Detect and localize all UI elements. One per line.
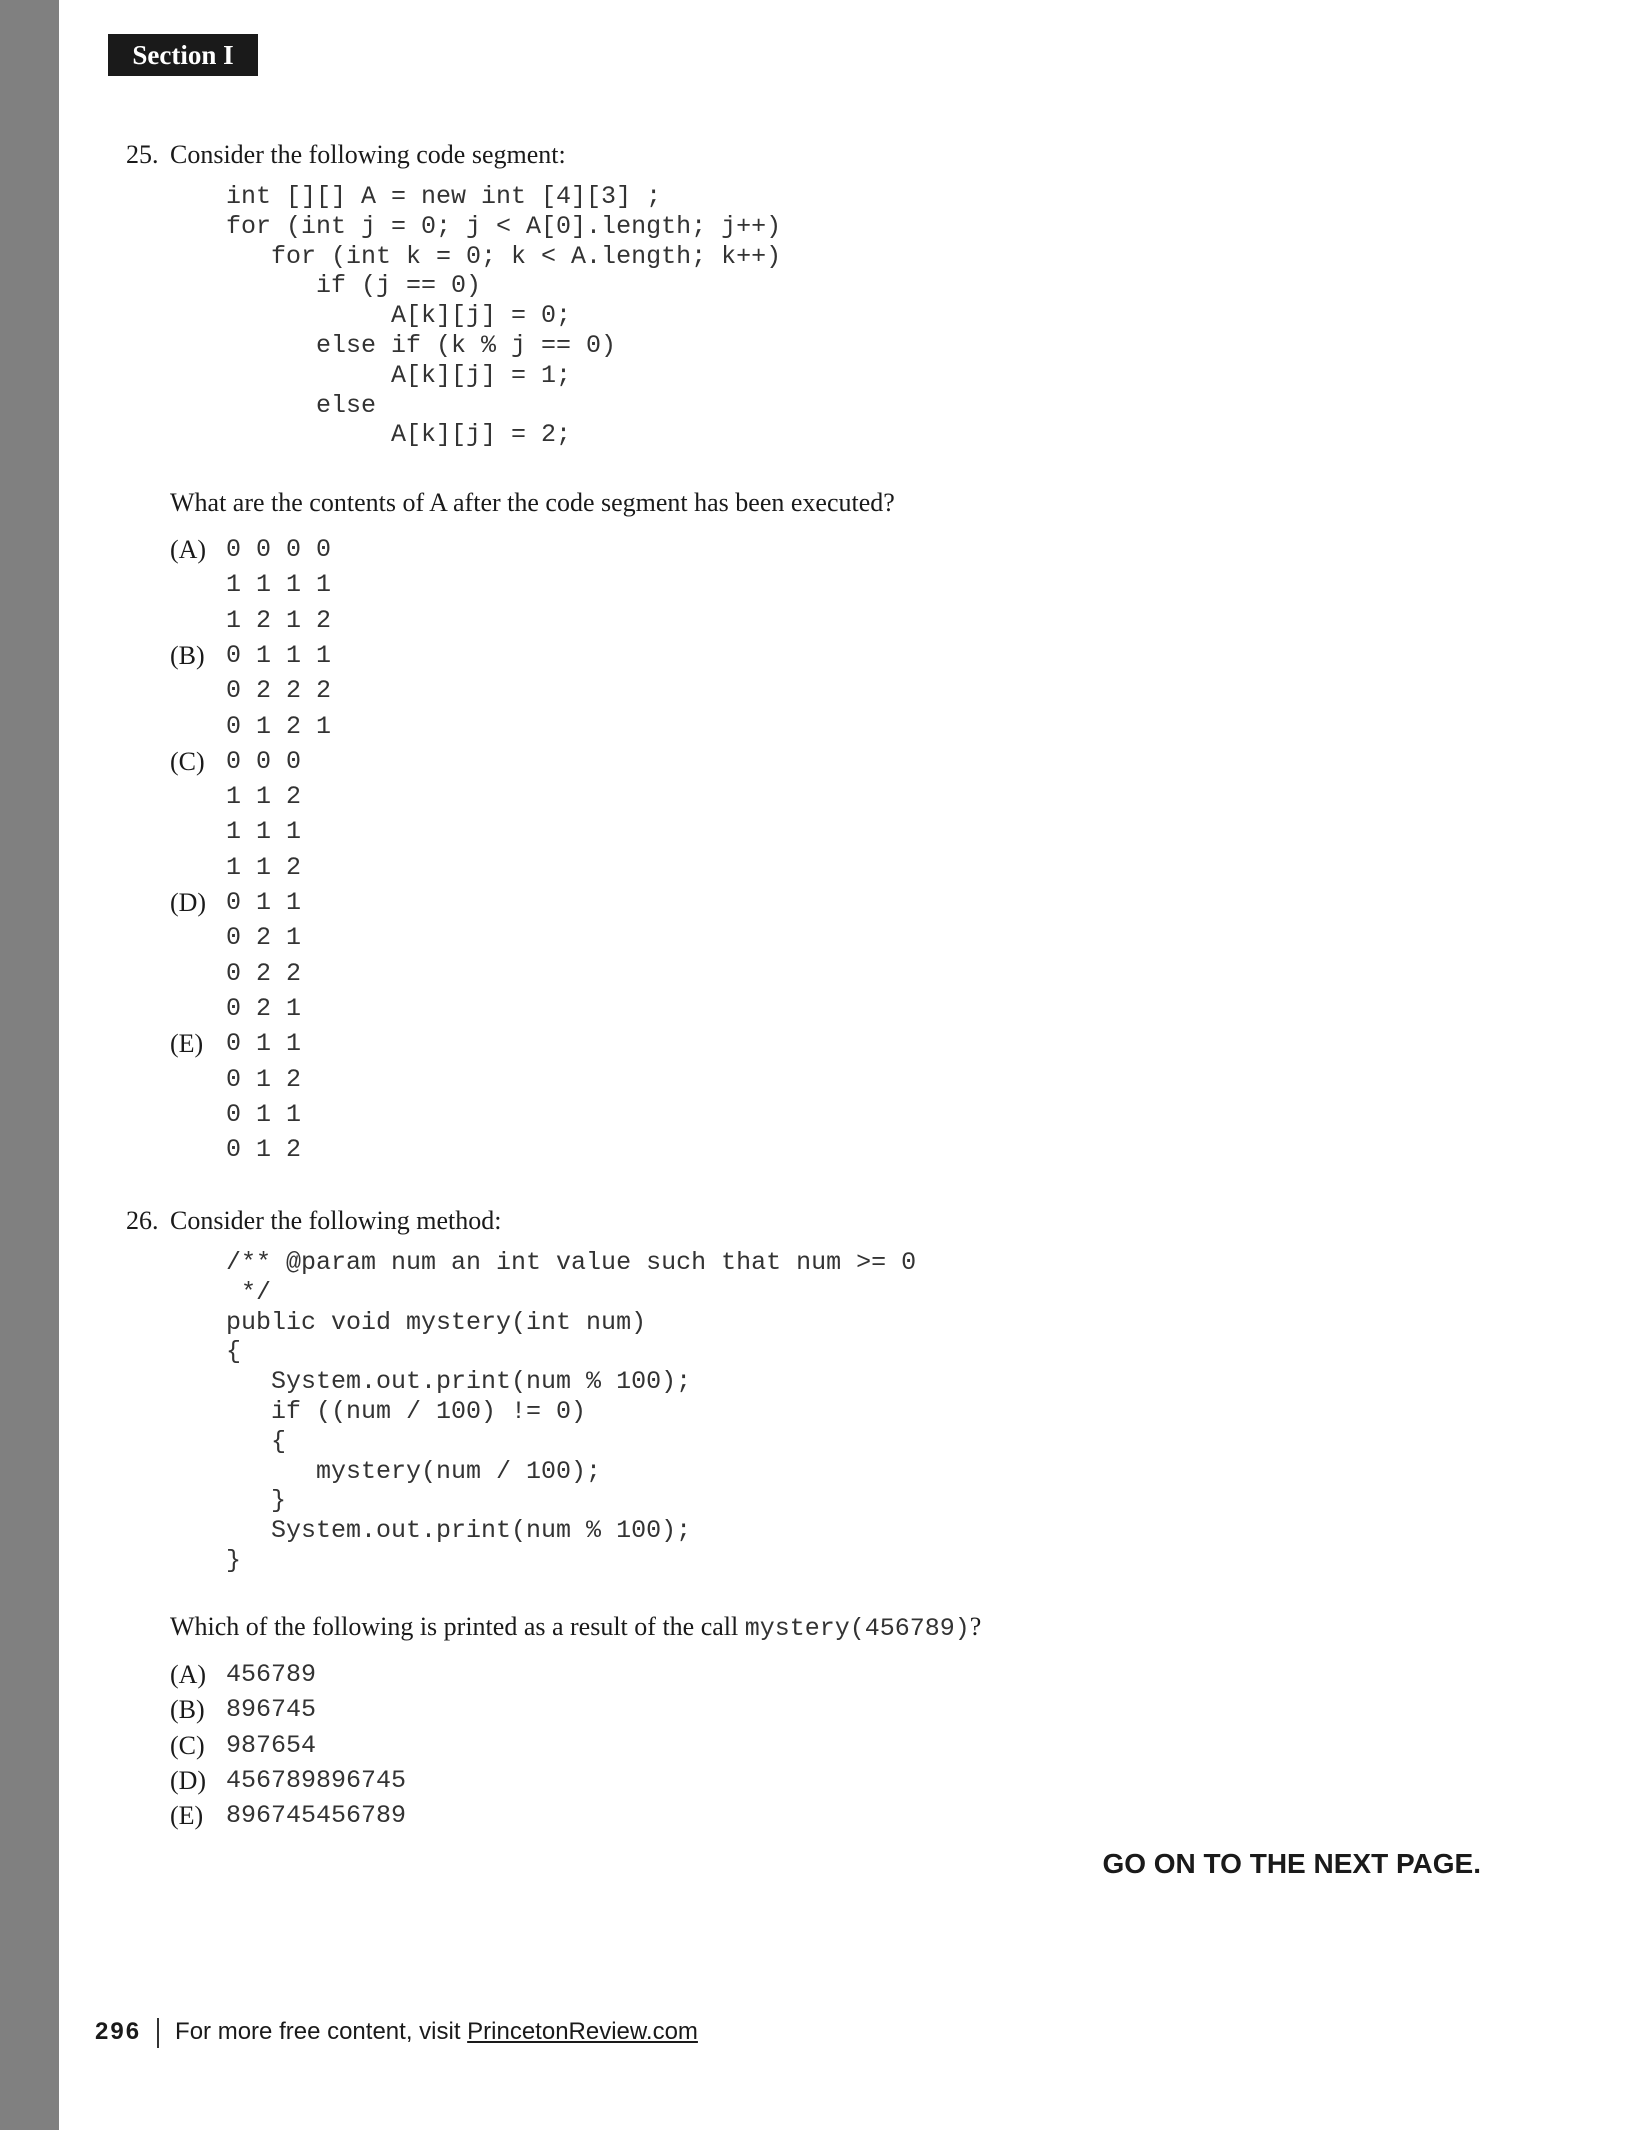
q25-matrix-row: 0 2 2 2 <box>226 676 332 706</box>
q25-matrix-row: 0 0 0 <box>226 746 302 776</box>
code-line: /** @param num an int value such that num >= 0 <box>226 1248 917 1277</box>
q25-matrix-row: 0 1 1 <box>226 888 302 917</box>
code-line: } <box>226 1545 242 1575</box>
q26-code-block <box>226 1248 916 1576</box>
code-line: { <box>226 1426 287 1456</box>
q25-prompt: Consider the following code segment: <box>170 140 566 169</box>
code-line: A[k][j] = 0; <box>226 301 572 331</box>
q25-matrix-row: 0 1 2 <box>226 1064 302 1094</box>
q26-choice-letter: (C) <box>170 1730 205 1760</box>
code-line: for (int j = 0; j < A[0].length; j++) <box>226 211 782 241</box>
footer <box>95 2016 698 2056</box>
q25-choice-letter: (B) <box>170 640 205 670</box>
code-line: else <box>226 390 377 420</box>
q26-choice-value: 896745456789 <box>226 1801 407 1831</box>
q25-choice-letter: (A) <box>170 535 207 564</box>
q26-choice-letter: (D) <box>170 1765 207 1795</box>
q25-number: 25. <box>126 140 159 169</box>
q25-choice-letter: (C) <box>170 746 205 776</box>
q26-question-suffix: ? <box>969 1612 982 1641</box>
code-line: for (int k = 0; k < A.length; k++) <box>226 241 782 271</box>
q25-matrix-row: 0 1 2 1 <box>226 711 332 741</box>
q26-choice-letter: (B) <box>170 1695 205 1725</box>
q25-matrix-row: 1 1 2 <box>226 852 302 882</box>
q26-prompt: Consider the following method: <box>170 1206 502 1235</box>
q26-choice-value: 896745 <box>226 1695 317 1725</box>
code-line: int [][] A = new int [4][3] ; <box>226 182 662 211</box>
q26-choice-value: 456789896745 <box>226 1765 407 1795</box>
q25-matrix-row: 1 2 1 2 <box>226 605 332 635</box>
q25-matrix-row: 0 1 1 <box>226 1099 302 1129</box>
code-line: */ <box>226 1277 272 1307</box>
code-line: System.out.print(num % 100); <box>226 1367 692 1397</box>
q25-choice-letter: (E) <box>170 1029 204 1059</box>
code-line: { <box>226 1337 242 1367</box>
side-bar <box>0 0 59 2130</box>
q25-choice-letter: (D) <box>170 888 207 917</box>
q26-question-prefix: Which of the following is printed as a result of the call <box>170 1612 739 1641</box>
section-label: Section I <box>108 34 258 76</box>
q25-matrix-row: 0 2 2 <box>226 958 302 988</box>
q26-choice-value: 987654 <box>226 1730 317 1760</box>
go-on-notice: GO ON TO THE NEXT PAGE. <box>1102 1848 1481 1879</box>
code-line: public void mystery(int num) <box>226 1307 647 1337</box>
page-number: 296 <box>95 2018 142 2045</box>
q25-matrix-row: 0 1 2 <box>226 1135 302 1165</box>
q25-matrix-row: 1 1 2 <box>226 782 302 812</box>
code-line: A[k][j] = 1; <box>226 360 572 390</box>
code-line: else if (k % j == 0) <box>226 330 617 360</box>
code-line: if (j == 0) <box>226 271 482 301</box>
footer-text: For more free content, visit <box>175 2018 468 2045</box>
q25-matrix-row: 0 2 1 <box>226 993 302 1023</box>
q25-code-block <box>226 182 781 450</box>
footer-divider <box>157 2018 159 2048</box>
q26-choice-letter: (E) <box>170 1801 204 1831</box>
code-line: A[k][j] = 2; <box>226 420 572 450</box>
q25-matrix-row: 0 0 0 0 <box>226 535 332 564</box>
q26-choice-letter: (A) <box>170 1660 207 1689</box>
q26-number: 26. <box>126 1206 159 1235</box>
q25-matrix-row: 0 1 1 <box>226 1029 302 1059</box>
q25-matrix-row: 0 1 1 1 <box>226 640 332 670</box>
q25-question: What are the contents of A after the code segment has been executed? <box>170 488 895 517</box>
q25-matrix-row: 1 1 1 <box>226 817 302 847</box>
footer-link[interactable]: PrincetonReview.com <box>467 2018 698 2045</box>
q26-question <box>170 1612 981 1644</box>
code-line: System.out.print(num % 100); <box>226 1516 692 1546</box>
code-line: if ((num / 100) != 0) <box>226 1396 587 1426</box>
q26-choice-value: 456789 <box>226 1660 317 1689</box>
code-line: mystery(num / 100); <box>226 1456 602 1486</box>
code-line: } <box>226 1486 287 1516</box>
q25-matrix-row: 0 2 1 <box>226 923 302 953</box>
q26-question-code: mystery(456789) <box>744 1614 970 1643</box>
q25-matrix-row: 1 1 1 1 <box>226 570 332 600</box>
